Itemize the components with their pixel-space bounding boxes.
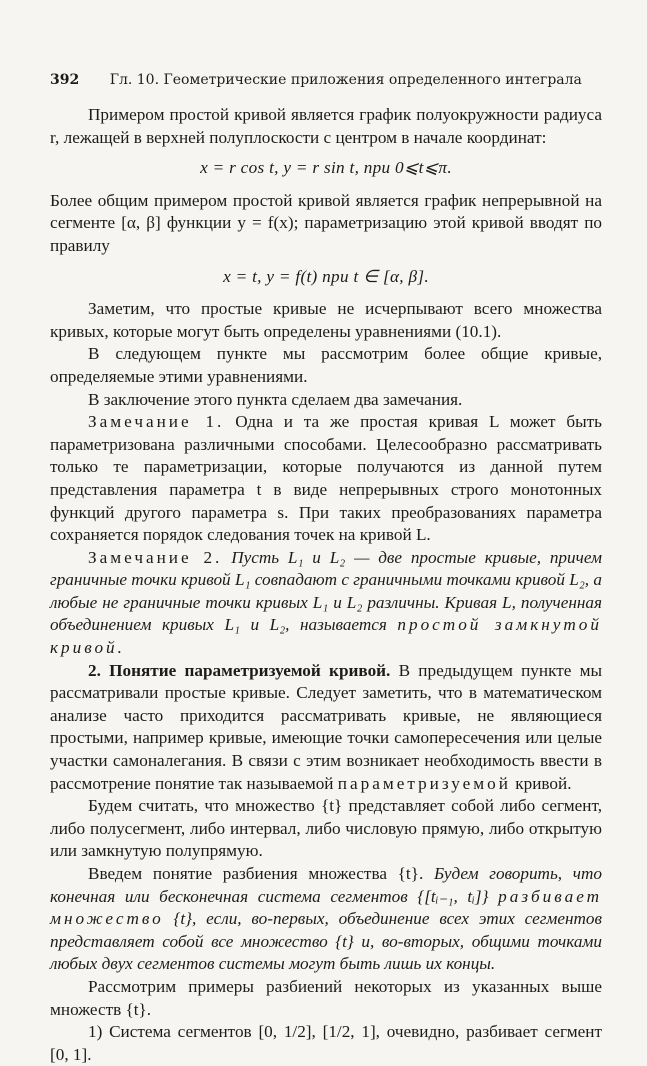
term-closed-curve: простой замкнутой кривой. <box>50 615 602 658</box>
formula-semicircle: x = r cos t, y = r sin t, при 0⩽t⩽π. <box>200 158 452 178</box>
remark-label: Замечание 1. <box>88 412 225 432</box>
section-text-end: кривой. <box>515 773 572 793</box>
text: Введем понятие разбиения множества {t}. <box>88 864 424 883</box>
remark-1 <box>50 411 602 547</box>
text-italic: Будем говорить, что конечная или бесконечная система сегментов {[tᵢ₋₁, tᵢ]} <box>50 864 602 906</box>
term-partitions: разбивает множество <box>50 886 603 929</box>
running-title: Гл. 10. Геометрические приложения определенного интеграла <box>109 72 582 88</box>
paragraph: Будем считать, что множество {t} представляет собой либо сегмент, либо полусегмент, либо интервал, либо числовую прямую, либо открытую или замкнутую полупрямую. <box>50 796 602 861</box>
paragraph: Рассмотрим примеры разбиений некоторых из указанных выше множеств {t}. <box>50 976 602 1019</box>
paragraph: Более общим примером простой кривой является график непрерывной на сегменте [α, β] функции y = f(x); параметризацию этой кривой вводят по правилу <box>50 190 602 255</box>
paragraph: Заметим, что простые кривые не исчерпывают всего множества кривых, которые могут быть определены уравнениями (10.1). <box>50 299 602 341</box>
remark-text: Пусть L₁ и L₂ — две простые кривые, причем граничные точки кривой L₁ совпадают с граничными точками кривой L₂, а любые не граничные точки кривых L₁ и L₂ различны. Кривая L, полученная объединением кривых L₁ и L₂, называется <box>50 547 602 635</box>
paragraph: Примером простой кривой является график полуокружности радиуса r, лежащей в верхней полуплоскости с центром в начале координат: <box>50 105 602 147</box>
paragraph-partition <box>50 863 602 976</box>
formula-graph: x = t, y = f(t) при t ∈ [α, β]. <box>223 266 429 286</box>
text-italic: {t}, если, во-первых, объединение всех этих сегментов представляет собой все множество {t} и, во-вторых, общими точками любых двух сегментов системы могут быть лишь их концы. <box>50 909 602 974</box>
page-body <box>50 104 602 1066</box>
paragraph: В следующем пункте мы рассмотрим более общие кривые, определяемые этими уравнениями. <box>50 344 602 386</box>
running-header <box>50 72 610 88</box>
remark-text: Одна и та же простая кривая L может быть параметризована различными способами. Целесообразно рассматривать только те параметризации, которые получаются из данной путем представления параметра t в виде непрерывных строго монотонных функций другого параметра s. При таких преобразованиях параметра сохраняется порядок следования точек на кривой L. <box>50 412 603 545</box>
page-number: 392 <box>50 72 80 88</box>
remark-2 <box>50 547 602 660</box>
section-text: В предыдущем пункте мы рассматривали простые кривые. Следует заметить, что в математическом анализе часто приходится рассматривать кривые, не являющиеся простыми, например кривые, имеющие точки самопересечения или целые участки самоналегания. В связи с этим возникает необходимость ввести в рассмотрение понятие так называемой <box>50 660 602 793</box>
paragraph: В заключение этого пункта сделаем два замечания. <box>88 389 463 409</box>
term-parametrizable: параметризуемой <box>337 773 511 793</box>
remark-label: Замечание 2. <box>88 547 223 567</box>
section-title: 2. Понятие параметризуемой кривой. <box>88 660 391 680</box>
section-2 <box>50 660 602 796</box>
paragraph: 1) Система сегментов [0, 1/2], [1/2, 1], очевидно, разбивает сегмент [0, 1]. <box>50 1022 602 1064</box>
